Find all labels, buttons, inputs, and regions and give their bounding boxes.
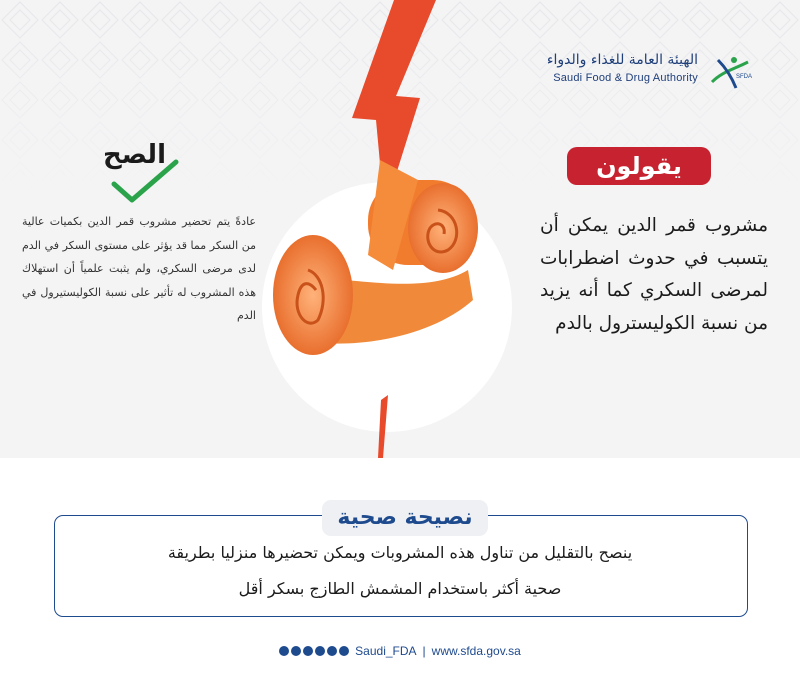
twitter-icon[interactable] [279, 646, 289, 656]
qamar-al-din-rolls-image [268, 150, 478, 365]
website-link[interactable]: www.sfda.gov.sa [431, 644, 521, 658]
sfda-logo [520, 50, 760, 100]
advice-line-2: صحية أكثر باستخدام المشمش الطازج بسكر أقل [238, 579, 562, 598]
advice-text [110, 535, 690, 607]
social-icons [279, 646, 349, 656]
linkedin-icon[interactable] [339, 646, 349, 656]
social-handle[interactable]: Saudi_FDA [355, 644, 417, 658]
footer [0, 641, 800, 661]
myth-badge: يقولون [567, 147, 711, 185]
fact-text: عادةً يتم تحضير مشروب قمر الدين بكميات عالية من السكر مما قد يؤثر على مستوى السكر في الدم لدى مرضى السكري، ولم يثبت علمياً أن استهلاك هذه المشروب له تأثير على نسبة الكوليستيرول في الدم [22, 215, 256, 322]
advice-title: نصيحة صحية [322, 500, 488, 536]
advice-line-1: ينصح بالتقليل من تناول هذه المشروبات ويمكن تحضيرها منزليا بطريقة [167, 543, 633, 562]
logo-arabic-name: الهيئة العامة للغذاء والدواء [546, 52, 698, 68]
checkmark-icon [110, 158, 180, 204]
svg-text:SFDA: SFDA [736, 74, 753, 80]
youtube-icon[interactable] [291, 646, 301, 656]
logo-english-name: Saudi Food & Drug Authority [553, 72, 698, 84]
facebook-icon[interactable] [327, 646, 337, 656]
myth-text: مشروب قمر الدين يمكن أن يتسبب في حدوث اضطرابات لمرضى السكري كما أنه يزيد من نسبة الكوليسترول بالدم [540, 215, 768, 334]
snapchat-icon[interactable] [303, 646, 313, 656]
footer-separator: | [422, 644, 426, 658]
sfda-emblem-icon [708, 52, 756, 92]
instagram-icon[interactable] [315, 646, 325, 656]
fact-title: الصح [102, 140, 166, 170]
